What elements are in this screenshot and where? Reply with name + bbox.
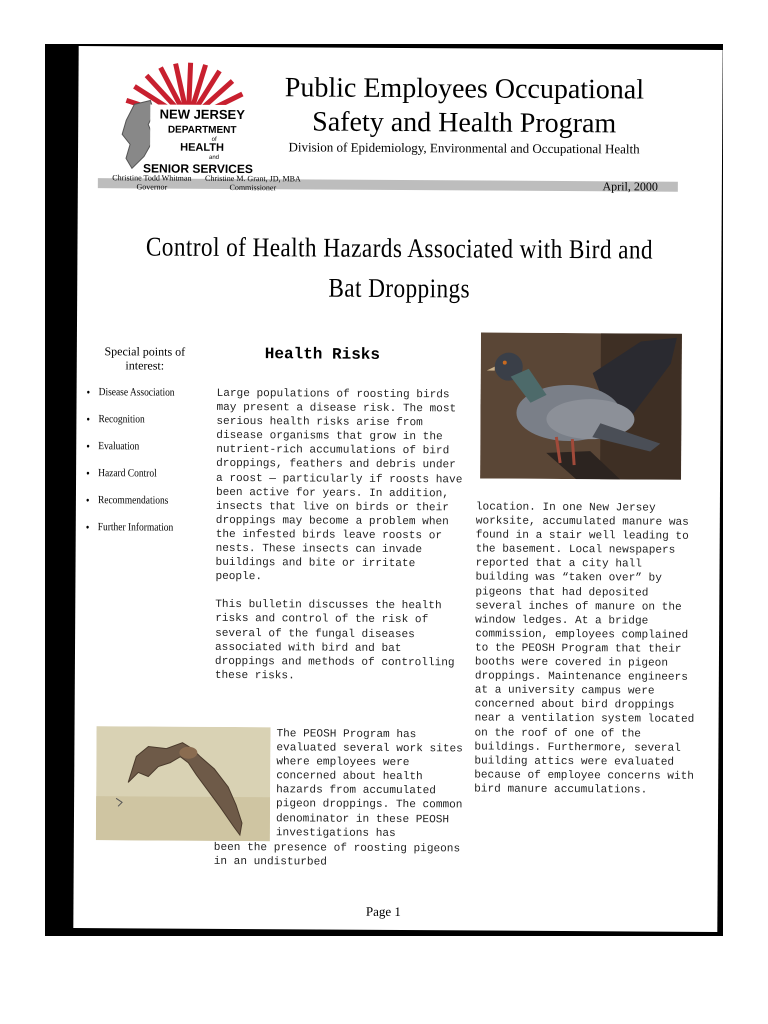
logo-line-1: NEW JERSEY [159, 106, 245, 123]
page-number: Page 1 [365, 903, 401, 920]
special-point-item: • Hazard Control [86, 467, 174, 495]
bulletin-title: Control of Health Hazards Associated with Bird and Bat Droppings [145, 231, 654, 304]
paragraph-3-continued: been the presence of roosting pigeons in an undisturbed [213, 841, 461, 869]
special-point-item: • Disease Association [86, 386, 174, 414]
paragraph-4: location. In one New Jersey worksite, accumulated manure was found in a stair well leading to the basement. Local newspapers reported that a city hall building was “taken over” by pigeons that had deposited several inches of manure on the window ledges. At a bridge commission, employees complained to the PEOSH Program that their booths were covered in pigeon droppings. Maintenance engineers at a university campus were concerned about bird droppings near a ventilation system located on the roof of one of the buildings. Furthermore, several building attics were evaluated because of employee concerns with bird manure accumulations. [474, 501, 695, 797]
logo-line-2: DEPARTMENT [167, 124, 237, 137]
logo-line-5: and [208, 154, 220, 161]
issue-date: April, 2000 [602, 179, 658, 194]
commissioner-credit [198, 174, 308, 193]
special-point-item: • Evaluation [86, 440, 174, 468]
column-2 [474, 500, 702, 797]
column-1-tail [214, 841, 464, 871]
commissioner-name: Christine M. Grant, JD, MBA [204, 173, 301, 184]
commissioner-title: Commissioner [229, 182, 277, 193]
logo-line-6: SENIOR SERVICES [143, 161, 253, 177]
special-points-heading: Special points of interest: [104, 344, 186, 373]
paragraph-2: This bulletin discusses the health risks and control of the risk of several of the fungal diseases associated with bird and bat droppings and methods of controlling these risks. [214, 599, 455, 683]
logo-line-3: of [211, 136, 217, 143]
paragraph-1: Large populations of roosting birds may present a disease risk. The most serious health risks arise from disease organisms that grow in the nutrient-rich accumulations of bird droppings, feathers and debris under a roost — particularly if roosts have been active for years. In addition, insects that live on birds or their droppings may become a problem when the infested birds leave roosts or nests. These insects can invade buildings and bite or irritate people. [215, 387, 463, 584]
bat-photo [96, 726, 271, 841]
column-1-wrap [276, 727, 467, 841]
logo-line-4: HEALTH [180, 141, 225, 154]
nj-health-logo [98, 60, 269, 181]
program-title: Public Employees Occupational Safety and Health Program [284, 72, 645, 140]
paragraph-3: The PEOSH Program has evaluated several work sites where employees were concerned about health hazards from accumulated pigeon droppings. The common denominator in these PEOSH investigations has [275, 728, 463, 840]
section-heading: Health Risks [264, 345, 381, 364]
special-point-item: • Recognition [86, 413, 174, 441]
division-name: Division of Epidemiology, Environmental and Occupational Health [288, 139, 640, 157]
governor-credit [102, 173, 202, 192]
special-point-item: • Further Information [86, 521, 174, 549]
column-1 [215, 387, 467, 698]
special-point-item: • Recommendations [86, 494, 174, 522]
document-page [73, 46, 722, 932]
special-points-list [86, 386, 189, 549]
governor-name: Christine Todd Whitman [112, 173, 192, 183]
pigeon-photo [480, 333, 682, 480]
governor-title: Governor [136, 182, 168, 192]
